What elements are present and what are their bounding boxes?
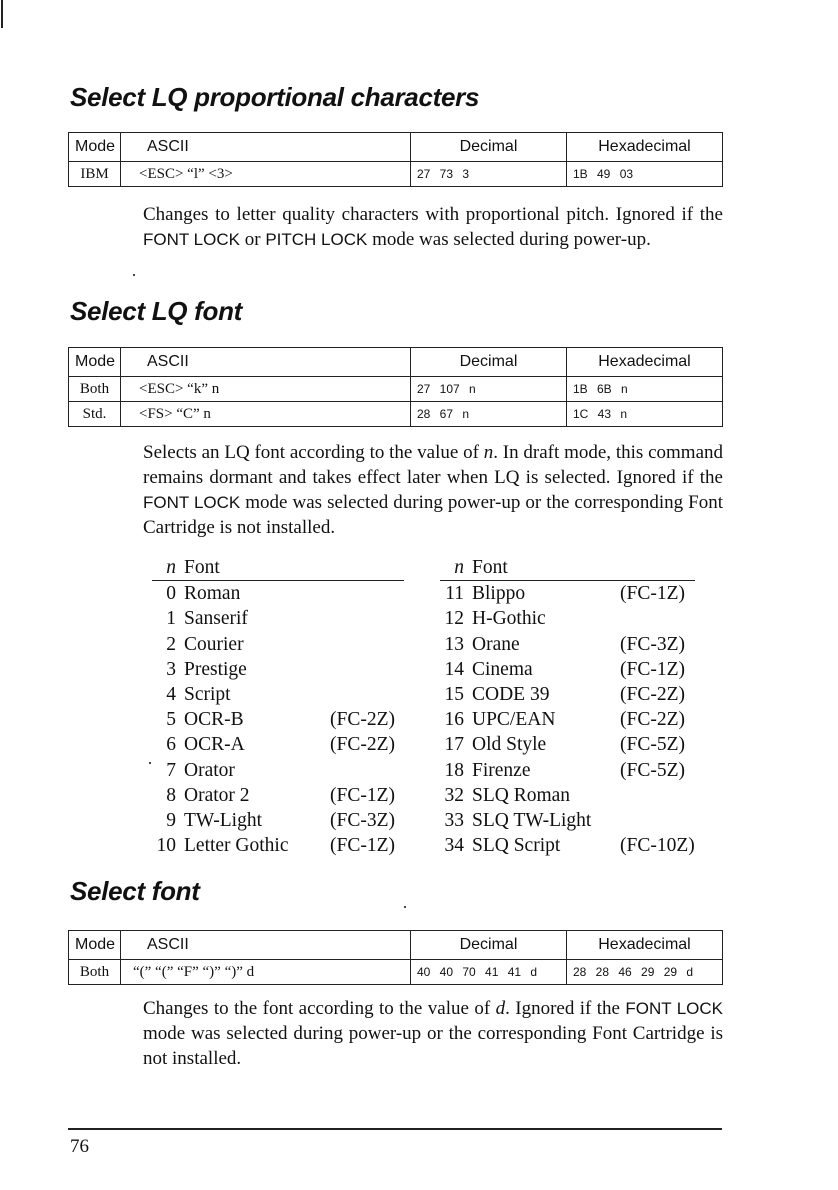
header-hexadecimal: Hexadecimal	[567, 348, 723, 377]
font-number: 16	[444, 709, 464, 731]
font-number: 32	[444, 784, 464, 806]
header-hexadecimal: Hexadecimal	[567, 931, 723, 960]
font-list-item	[440, 833, 695, 858]
font-number: 0	[166, 583, 176, 605]
font-number: 14	[444, 658, 464, 680]
font-number: 7	[166, 759, 176, 781]
cell-ascii: <ESC> “l” <3>	[121, 162, 411, 187]
font-name: SLQ Script	[472, 835, 561, 857]
font-name: TW-Light	[184, 809, 262, 831]
font-name: SLQ TW-Light	[472, 809, 592, 831]
cell-ascii: <ESC> “k” n	[121, 377, 411, 402]
font-number: 17	[444, 734, 464, 756]
font-number: 11	[445, 583, 464, 605]
font-number: 4	[166, 683, 176, 705]
font-name: Old Style	[472, 734, 547, 756]
cell-decimal: 27 107 n	[411, 377, 567, 402]
font-number: 13	[444, 633, 464, 655]
font-name: Orane	[472, 633, 520, 655]
header-decimal: Decimal	[411, 931, 567, 960]
font-name: UPC/EAN	[472, 709, 556, 731]
cell-decimal: 27 73 3	[411, 162, 567, 187]
cell-hex: 28 28 46 29 29 d	[567, 960, 723, 985]
header-decimal: Decimal	[411, 133, 567, 162]
cell-decimal: 28 67 n	[411, 402, 567, 427]
font-list-item	[152, 783, 404, 808]
font-list-item	[152, 682, 404, 707]
font-name: Firenze	[472, 759, 531, 781]
font-number: 18	[444, 759, 464, 781]
font-name: Orator	[184, 759, 235, 781]
section-title-lq-font: Select LQ font	[70, 296, 243, 326]
font-name: Blippo	[472, 583, 526, 605]
font-number: 33	[444, 809, 464, 831]
cell-hex: 1C 43 n	[567, 402, 723, 427]
font-name: Orator 2	[184, 784, 250, 806]
table-row	[69, 162, 723, 187]
description-select-font: Changes to the font according to the value of d. Ignored if the FONT LOCK mode was selected during power-up or the corresponding Font Cartridge is not installed.	[143, 998, 724, 1069]
header-decimal: Decimal	[411, 348, 567, 377]
font-name: Sanserif	[184, 608, 248, 630]
font-list-item	[440, 606, 695, 631]
cell-ascii: <FS> “C” n	[121, 402, 411, 427]
font-cartridge: (FC-1Z)	[330, 784, 395, 806]
font-cartridge: (FC-3Z)	[620, 633, 685, 655]
header-mode: Mode	[69, 931, 121, 960]
scan-edge-mark	[1, 0, 3, 28]
font-name: CODE 39	[472, 683, 550, 705]
font-list-item	[152, 758, 404, 783]
header-hexadecimal: Hexadecimal	[567, 133, 723, 162]
cell-mode: Std.	[69, 402, 121, 427]
cell-hex: 1B 49 03	[567, 162, 723, 187]
font-name: H-Gothic	[472, 608, 546, 630]
font-list-item	[152, 833, 404, 858]
section-title-select-font: Select font	[70, 876, 200, 906]
table-row	[69, 960, 723, 985]
font-number: 9	[166, 809, 176, 831]
cell-hex: 1B 6B n	[567, 377, 723, 402]
header-mode: Mode	[69, 348, 121, 377]
font-name: Cinema	[472, 658, 533, 680]
font-number: 5	[166, 709, 176, 731]
font-list-item	[152, 632, 404, 657]
font-list-left	[152, 555, 404, 858]
scan-speck	[133, 274, 135, 276]
font-number: 6	[166, 734, 176, 756]
font-list-item	[440, 707, 695, 732]
font-list-item	[152, 707, 404, 732]
cell-mode: IBM	[69, 162, 121, 187]
font-list-item	[440, 657, 695, 682]
font-number: 2	[166, 633, 176, 655]
footer-rule	[68, 1128, 722, 1130]
font-cartridge: (FC-1Z)	[330, 835, 395, 857]
font-name: Roman	[184, 583, 241, 605]
font-cartridge: (FC-1Z)	[620, 583, 685, 605]
font-cartridge: (FC-2Z)	[330, 734, 395, 756]
font-cartridge: (FC-3Z)	[330, 809, 395, 831]
font-list-item	[152, 657, 404, 682]
font-number: 10	[156, 835, 176, 857]
section-title-lq-proportional: Select LQ proportional characters	[70, 82, 480, 112]
cell-decimal: 40 40 70 41 41 d	[411, 960, 567, 985]
font-list-right	[440, 555, 695, 858]
font-number: 1	[166, 608, 176, 630]
command-table-lq-font	[68, 347, 723, 427]
font-name: Letter Gothic	[184, 835, 289, 857]
font-name: Prestige	[184, 658, 247, 680]
command-table-select-font	[68, 930, 723, 985]
font-number: 12	[444, 608, 464, 630]
font-number: 15	[444, 683, 464, 705]
table-row	[69, 377, 723, 402]
font-list-header	[152, 555, 404, 581]
page-number: 76	[70, 1136, 89, 1157]
font-list-item	[440, 783, 695, 808]
font-name: OCR-A	[184, 734, 245, 756]
font-list-item	[152, 606, 404, 631]
header-mode: Mode	[69, 133, 121, 162]
font-name: Script	[184, 683, 231, 705]
font-list-header	[440, 555, 695, 581]
font-cartridge: (FC-5Z)	[620, 734, 685, 756]
font-cartridge: (FC-2Z)	[330, 709, 395, 731]
header-n: n	[454, 557, 464, 578]
font-name: Courier	[184, 633, 244, 655]
description-lq-proportional: Changes to letter quality characters with proportional pitch. Ignored if the FONT LOCK or PITCH LOCK mode was selected during power-up.	[143, 204, 723, 250]
font-list-item	[440, 808, 695, 833]
font-name: OCR-B	[184, 709, 244, 731]
font-cartridge: (FC-10Z)	[620, 835, 695, 857]
cell-ascii: “(” “(” “F” “)” “)” d	[121, 960, 411, 985]
font-cartridge: (FC-1Z)	[620, 658, 685, 680]
header-font: Font	[472, 557, 508, 578]
font-list-item	[440, 758, 695, 783]
font-list-item	[440, 632, 695, 657]
header-ascii: ASCII	[121, 133, 411, 162]
font-cartridge: (FC-2Z)	[620, 709, 685, 731]
font-list-item	[152, 732, 404, 757]
header-n: n	[166, 557, 176, 578]
font-number: 34	[444, 835, 464, 857]
font-name: SLQ Roman	[472, 784, 571, 806]
cell-mode: Both	[69, 960, 121, 985]
header-font: Font	[184, 557, 220, 578]
command-table-lq-proportional	[68, 132, 723, 187]
font-list-item	[152, 808, 404, 833]
font-list-item	[440, 581, 695, 606]
header-ascii: ASCII	[121, 931, 411, 960]
font-cartridge: (FC-2Z)	[620, 683, 685, 705]
header-ascii: ASCII	[121, 348, 411, 377]
font-cartridge: (FC-5Z)	[620, 759, 685, 781]
font-number: 3	[166, 658, 176, 680]
font-number: 8	[166, 784, 176, 806]
table-row	[69, 402, 723, 427]
cell-mode: Both	[69, 377, 121, 402]
description-lq-font: Selects an LQ font according to the value of n. In draft mode, this command remains dormant and takes effect later when LQ is selected. Ignored if the FONT LOCK mode was selected during power-up or the corresponding Font Cartridge is not installed.	[143, 442, 723, 538]
font-list-item	[440, 682, 695, 707]
font-list-item	[152, 581, 404, 606]
font-list-item	[440, 732, 695, 757]
scan-speck	[404, 906, 406, 908]
